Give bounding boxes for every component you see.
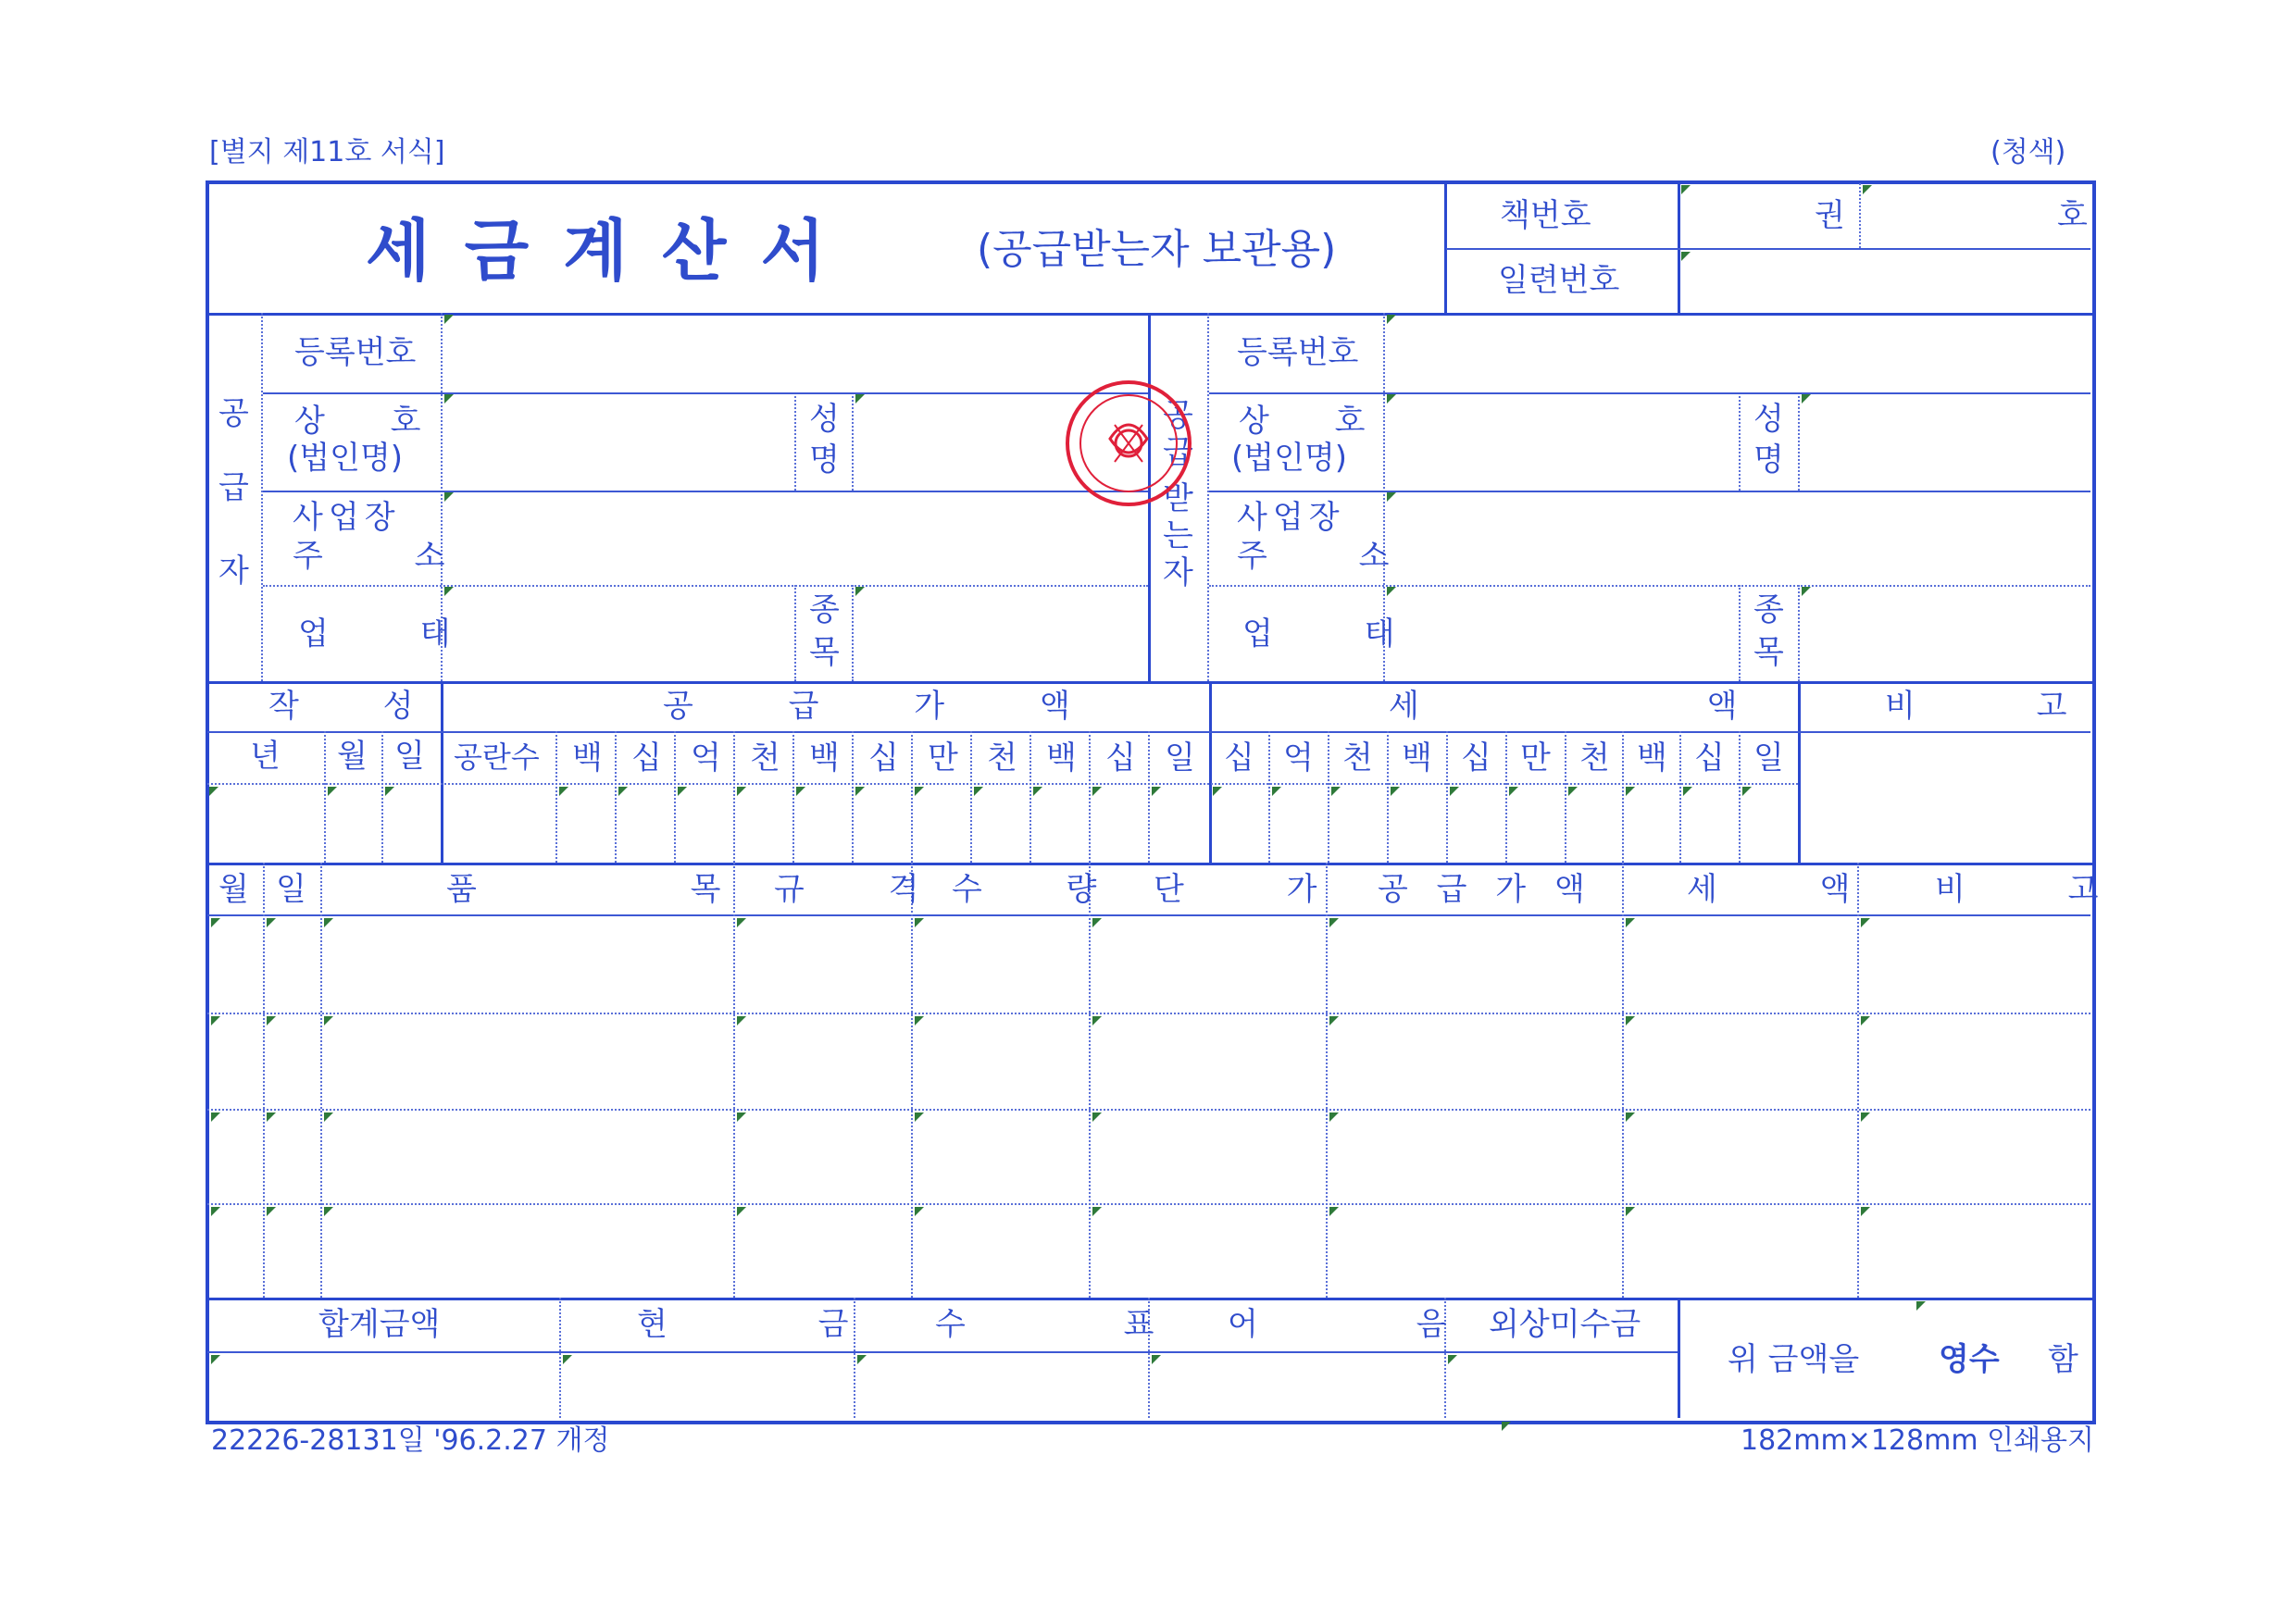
divider [794, 392, 796, 491]
buyer-side-label-5: 자 [1163, 554, 1193, 591]
divider [1798, 585, 1800, 681]
receivable-label: 외상미수금 [1489, 1306, 1641, 1343]
cash-label: 현 금 [637, 1306, 919, 1343]
month-col: 월 [337, 738, 368, 775]
table-row [207, 1109, 2090, 1111]
year-col: 년 [250, 738, 281, 775]
divider [261, 313, 263, 681]
supplier-side-label-2: 급 [218, 469, 249, 506]
supplier-business-label: 업 태 [298, 615, 492, 653]
tax-digit-8: 백 [1637, 740, 1667, 777]
buyer-side-label-1: 공 [1163, 397, 1193, 434]
tax-digit-1: 십 [1224, 740, 1254, 777]
divider [794, 585, 796, 681]
document-title: 세 금 계 산 서 [366, 212, 831, 290]
volume-label: 권 [1815, 197, 1845, 234]
supplier-company-corp-label: (법인명) [287, 440, 404, 477]
buyer-reg-no-label: 등록번호 [1237, 334, 1359, 371]
buyer-item-label-1: 종 [1753, 591, 1784, 628]
tax-digit-10: 일 [1753, 740, 1784, 777]
items-col-unit-price: 단 가 [1154, 871, 1364, 908]
supply-digit-10: 십 [1105, 740, 1136, 777]
tax-digit-5: 십 [1461, 740, 1491, 777]
buyer-side-label-2: 급 [1163, 434, 1193, 471]
divider [1739, 585, 1741, 681]
receipt-bold: 영수 [1939, 1341, 2000, 1378]
buyer-side-label-3: 받 [1163, 480, 1193, 517]
divider [1207, 313, 1209, 681]
paper-size: 182mm×128mm 인쇄용지 [1741, 1424, 2095, 1457]
supplier-item-label-2: 목 [809, 634, 840, 671]
day-col: 일 [394, 738, 425, 775]
items-col-remarks: 비 고 [1935, 871, 2145, 908]
items-col-spec: 규 격 [774, 871, 956, 908]
items-col-tax: 세 액 [1687, 871, 1897, 908]
divider [263, 585, 1148, 587]
buyer-name-label-2: 명 [1753, 441, 1784, 479]
buyer-name-label-1: 성 [1753, 401, 1784, 438]
supply-digit-4: 천 [750, 740, 780, 777]
table-row [207, 1013, 2090, 1014]
supply-digit-5: 백 [809, 740, 840, 777]
divider [206, 681, 2092, 684]
divider [1859, 183, 1861, 248]
supply-digit-1: 백 [572, 740, 603, 777]
receipt-prefix: 위 금액을 [1728, 1341, 1860, 1378]
seal-stamp [1059, 374, 1198, 517]
divider [852, 392, 854, 491]
color-note: (청색) [1990, 136, 2066, 168]
supply-digit-11: 일 [1165, 740, 1195, 777]
divider [206, 863, 2092, 865]
buyer-address-label: 사업장 [1237, 499, 1345, 536]
buyer-company-label: 상 호 [1239, 403, 1393, 440]
written-date-label: 작 성 [268, 688, 451, 725]
form-code: 22226-28131일 '96.2.27 개정 [211, 1424, 610, 1457]
supplier-side-label-3: 자 [218, 553, 249, 590]
supplier-address-label: 사업장 [293, 499, 401, 536]
divider [207, 914, 2090, 916]
supplier-reg-no-label: 등록번호 [294, 334, 417, 371]
items-col-supply: 공 급 가 액 [1378, 871, 1594, 908]
buyer-address-label-2: 주 소 [1237, 538, 1430, 575]
divider [1209, 392, 2090, 394]
tax-digit-6: 만 [1520, 740, 1551, 777]
receipt-suffix: 함 [2048, 1341, 2078, 1378]
supplier-address-label-2: 주 소 [293, 538, 486, 575]
supplier-side-label-1: 공 [218, 395, 249, 432]
divider [1739, 392, 1741, 491]
serial-number-label: 일련번호 [1498, 262, 1620, 299]
tax-digit-7: 천 [1579, 740, 1610, 777]
buyer-item-label-2: 목 [1753, 634, 1784, 671]
document-subtitle: (공급받는자 보관용) [977, 226, 1337, 273]
items-col-item: 품 목 [446, 871, 823, 908]
items-col-month: 월 [218, 871, 249, 908]
remarks-label: 비 고 [1885, 688, 2123, 725]
total-amount-label: 합계금액 [318, 1306, 441, 1343]
supplier-company-label: 상 호 [294, 403, 449, 440]
tax-digit-4: 백 [1402, 740, 1432, 777]
supplier-name-label-2: 명 [809, 441, 840, 479]
supply-digit-8: 천 [987, 740, 1017, 777]
divider [1446, 248, 2090, 250]
number-label: 호 [2057, 197, 2088, 234]
items-col-qty: 수 량 [952, 871, 1134, 908]
divider [263, 392, 1148, 394]
divider [1798, 392, 1800, 491]
supply-digit-6: 십 [868, 740, 899, 777]
form-reference: [별지 제11호 서식] [209, 136, 445, 168]
supply-digit-3: 억 [691, 740, 721, 777]
buyer-side-label-4: 는 [1163, 517, 1193, 554]
divider [1209, 681, 1212, 863]
divider [1209, 585, 2090, 587]
divider [852, 585, 854, 681]
note-label: 어 음 [1228, 1306, 1521, 1343]
tax-digit-9: 십 [1694, 740, 1725, 777]
items-col-day: 일 [276, 871, 306, 908]
supply-digit-7: 만 [928, 740, 958, 777]
blank-count-label: 공란수 [454, 740, 540, 775]
divider [263, 491, 1148, 492]
tax-digit-3: 천 [1342, 740, 1373, 777]
divider [207, 783, 1798, 785]
supplier-item-label-1: 종 [809, 591, 840, 628]
divider [381, 731, 383, 863]
divider [324, 731, 326, 863]
buyer-company-corp-label: (법인명) [1231, 440, 1348, 477]
divider [207, 1351, 1678, 1353]
check-label: 수 표 [935, 1306, 1229, 1343]
supply-amount-label: 공 급 가 액 [663, 688, 1113, 725]
supplier-name-label-1: 성 [809, 401, 840, 438]
tax-amount-label: 세 액 [1389, 688, 1877, 725]
supply-digit-2: 십 [631, 740, 662, 777]
book-number-label: 책번호 [1500, 197, 1591, 234]
tax-digit-2: 억 [1283, 740, 1314, 777]
form-frame [206, 180, 2096, 1424]
supply-digit-9: 백 [1046, 740, 1077, 777]
divider [1209, 491, 2090, 492]
table-row [207, 1203, 2090, 1205]
buyer-business-label: 업 태 [1242, 615, 1436, 653]
